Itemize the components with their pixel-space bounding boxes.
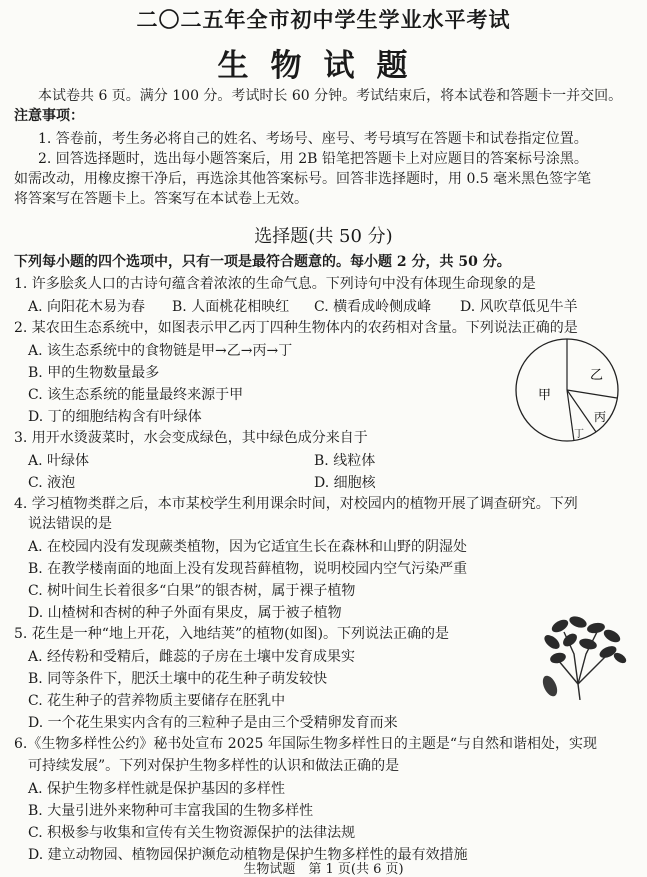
notice-item: 如需改动，用橡皮擦干净后，再选涂其他答案标号。回答非选择题时，用 0.5 毫米黑色签字笔	[14, 171, 592, 187]
option: D. 山楂树和杏树的种子外面有果皮，属于被子植物	[28, 605, 342, 621]
pie-label-jia: 甲	[538, 388, 552, 403]
question-stem: 2. 某农田生态系统中，如图表示甲乙丙丁四种生物体内的农药相对含量。下列说法正确的是	[14, 320, 578, 336]
option: A. 在校园内没有发现蕨类植物，因为它适宜生长在森林和山野的阴湿处	[28, 539, 468, 555]
option: C. 液泡	[28, 475, 76, 491]
section-instruction: 下列每小题的四个选项中，只有一项是最符合题意的。每小题 2 分，共 50 分。	[14, 254, 511, 270]
peanut-plant-icon	[538, 614, 630, 700]
question-stem: 1. 许多脍炙人口的古诗句蕴含着浓浓的生命气息。下列诗句中没有体现生命现象的是	[14, 276, 536, 292]
option: B. 人面桃花相映红	[172, 299, 290, 315]
question-stem: 4. 学习植物类群之后，本市某校学生利用课余时间，对校园内的植物开展了调查研究。下列	[14, 496, 578, 512]
option: C. 该生态系统的能量最终来源于甲	[28, 387, 244, 403]
option: B. 同等条件下，肥沃土壤中的花生种子萌发较快	[28, 671, 328, 687]
option: D. 细胞核	[314, 475, 376, 491]
subject-title: 生物试题	[217, 48, 430, 84]
notice-item: 将答案写在答题卡上。答案写在本试卷上无效。	[14, 191, 308, 207]
option: B. 甲的生物数量最多	[28, 365, 160, 381]
option: D. 风吹草低见牛羊	[460, 299, 578, 315]
notice-item: 1. 答卷前，考生务必将自己的姓名、考场号、座号、考号填写在答题卡和试卷指定位置。	[38, 131, 588, 147]
option: D. 丁的细胞结构含有叶绿体	[28, 409, 202, 425]
option: C. 花生种子的营养物质主要储存在胚乳中	[28, 693, 286, 709]
question-stem: 可持续发展”。下列对保护生物多样性的认识和做法正确的是	[28, 758, 400, 774]
option: A. 叶绿体	[28, 453, 90, 469]
exam-title: 二〇二五年全市初中学生学业水平考试	[136, 7, 511, 32]
option: D. 一个花生果实内含有的三粒种子是由三个受精卵发育而来	[28, 715, 398, 731]
option: C. 积极参与收集和宣传有关生物资源保护的法律法规	[28, 825, 356, 841]
pie-label-bing: 丙	[594, 410, 607, 424]
option: A. 经传粉和受精后，雌蕊的子房在土壤中发育成果实	[28, 649, 356, 665]
option: B. 大量引进外来物种可丰富我国的生物多样性	[28, 803, 314, 819]
option: A. 该生态系统中的食物链是甲→乙→丙→丁	[28, 343, 293, 359]
question-stem: 5. 花生是一种“地上开花，入地结荚”的植物(如图)。下列说法正确的是	[14, 626, 450, 642]
option: B. 在教学楼南面的地面上没有发现苔藓植物，说明校园内空气污染严重	[28, 561, 468, 577]
option: A. 保护生物多样性就是保护基因的多样性	[28, 781, 286, 797]
option: A. 向阳花木易为春	[28, 299, 146, 315]
question-stem: 说法错误的是	[28, 516, 112, 532]
notice-item: 2. 回答选择题时，选出每小题答案后，用 2B 铅笔把答题卡上对应题目的答案标号涂黑。	[38, 151, 588, 167]
pie-label-ding: 丁	[574, 429, 584, 440]
question-stem: 6.《生物多样性公约》秘书处宣布 2025 年国际生物多样性日的主题是“与自然和谐相处，实现	[14, 736, 598, 752]
intro-text: 本试卷共 6 页。满分 100 分。考试时长 60 分钟。考试结束后，将本试卷和答题卡一并交回。	[38, 88, 623, 104]
option: B. 线粒体	[314, 453, 376, 469]
pie-label-yi: 乙	[590, 368, 604, 383]
option: D. 建立动物园、植物园保护濒危动植物是保护生物多样性的最有效措施	[28, 847, 468, 863]
page-footer: 生物试题 第 1 页(共 6 页)	[243, 862, 404, 877]
question-stem: 3. 用开水烫菠菜时，水会变成绿色，其中绿色成分来自于	[14, 430, 368, 446]
section-title: 选择题(共 50 分)	[254, 226, 393, 247]
notice-label: 注意事项：	[14, 108, 84, 124]
option: C. 横看成岭侧成峰	[314, 299, 432, 315]
option: C. 树叶间生长着很多“白果”的银杏树，属于裸子植物	[28, 583, 356, 599]
